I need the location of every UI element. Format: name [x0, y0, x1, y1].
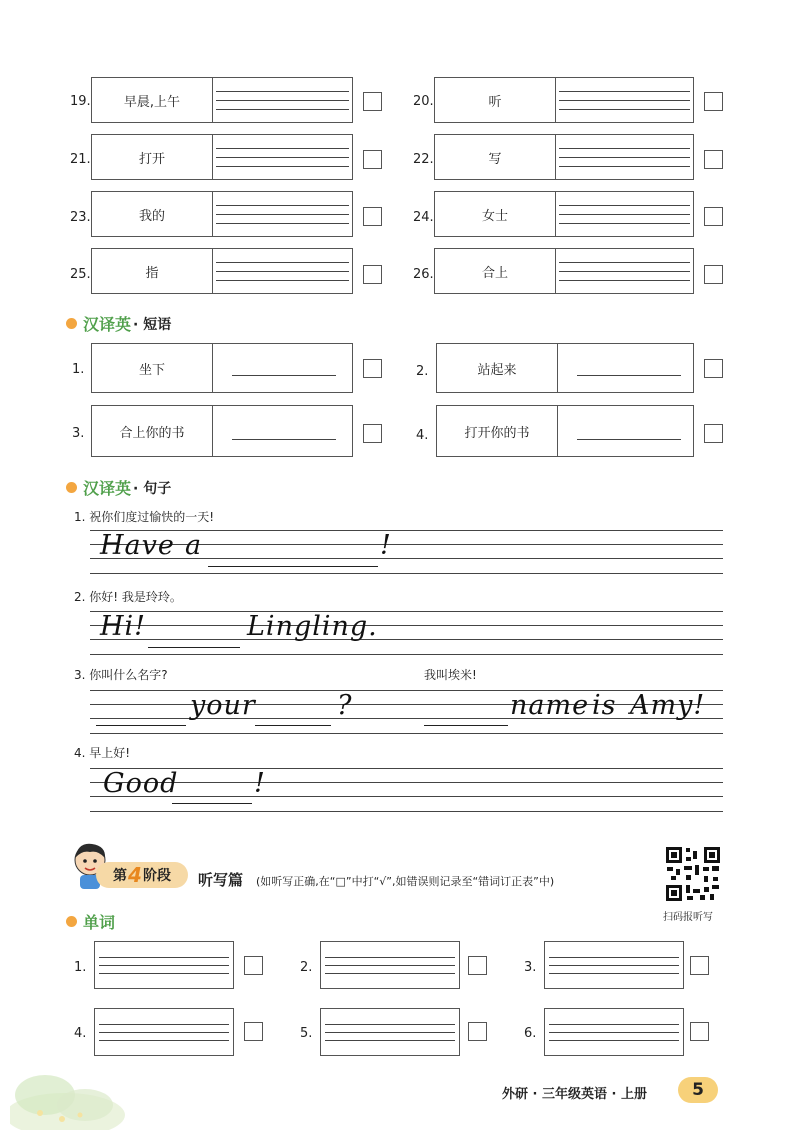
handwritten-word: !	[380, 530, 392, 561]
answer-checkbox[interactable]	[244, 956, 263, 975]
dictation-box[interactable]	[320, 1008, 460, 1056]
phrase-box	[91, 405, 353, 457]
sentence-prompt: 1. 祝你们度过愉快的一天!	[74, 510, 215, 524]
handwritten-word: Good	[103, 768, 179, 799]
answer-blank[interactable]	[255, 725, 331, 726]
vocab-box	[91, 191, 353, 237]
section-subtitle: · 句子	[133, 480, 172, 497]
answer-checkbox[interactable]	[363, 150, 382, 169]
vocab-box	[91, 248, 353, 294]
answer-checkbox[interactable]	[704, 207, 723, 226]
handwritten-word: your	[190, 690, 256, 721]
chinese-word: 我的	[92, 192, 213, 236]
chinese-word: 女士	[435, 192, 556, 236]
answer-blank[interactable]	[232, 375, 336, 376]
answer-blank[interactable]	[232, 439, 336, 440]
stage-badge	[70, 840, 185, 892]
handwritten-word: !	[254, 768, 266, 799]
answer-blank[interactable]	[148, 647, 240, 648]
answer-checkbox[interactable]	[363, 92, 382, 111]
dictation-box[interactable]	[320, 941, 460, 989]
chinese-word: 打开	[92, 135, 213, 179]
answer-checkbox[interactable]	[704, 424, 723, 443]
item-number: 3.	[524, 960, 537, 975]
chinese-word: 早晨,上午	[92, 78, 213, 122]
answer-checkbox[interactable]	[704, 359, 723, 378]
footer-book-title: 外研 · 三年级英语 · 上册	[502, 1087, 647, 1102]
stage-number: 4	[128, 863, 142, 887]
vocab-box	[434, 134, 694, 180]
item-number: 3.	[72, 426, 85, 441]
stage-label	[96, 862, 188, 888]
item-number: 26.	[413, 267, 434, 282]
vocab-box	[434, 191, 694, 237]
section-title: 汉译英	[83, 315, 132, 334]
handwritten-word: ?	[337, 690, 353, 721]
dictation-box[interactable]	[94, 1008, 234, 1056]
answer-checkbox[interactable]	[468, 956, 487, 975]
section-subtitle: · 短语	[133, 316, 172, 333]
answer-blank[interactable]	[208, 566, 378, 567]
sentence-prompt: 3. 你叫什么名字?	[74, 668, 168, 682]
vocab-box	[434, 77, 694, 123]
item-number: 19.	[70, 94, 91, 109]
item-number: 4.	[74, 1026, 87, 1041]
qr-code-icon[interactable]	[664, 845, 722, 903]
dictation-box[interactable]	[94, 941, 234, 989]
item-number: 4.	[416, 428, 429, 443]
item-number: 1.	[74, 960, 87, 975]
bullet-icon	[66, 482, 77, 493]
answer-checkbox[interactable]	[468, 1022, 487, 1041]
answer-checkbox[interactable]	[363, 424, 382, 443]
handwritten-word: name	[510, 690, 590, 721]
phrase-box	[436, 343, 694, 393]
answer-blank[interactable]	[424, 725, 508, 726]
item-number: 22.	[413, 152, 434, 167]
writing-lines[interactable]	[213, 78, 352, 122]
dictation-box[interactable]	[544, 941, 684, 989]
chinese-phrase: 打开你的书	[437, 406, 558, 456]
page-number: 5	[678, 1077, 718, 1103]
bullet-icon	[66, 318, 77, 329]
vocab-box	[434, 248, 694, 294]
item-number: 2.	[416, 364, 429, 379]
handwritten-word: Amy!	[630, 690, 706, 721]
answer-checkbox[interactable]	[244, 1022, 263, 1041]
chinese-word: 写	[435, 135, 556, 179]
qr-caption: 扫码报听写	[663, 912, 713, 923]
chinese-phrase: 坐下	[92, 344, 213, 392]
item-number: 25.	[70, 267, 91, 282]
item-number: 2.	[300, 960, 313, 975]
writing-lines[interactable]	[213, 192, 352, 236]
dictation-box[interactable]	[544, 1008, 684, 1056]
handwritten-word: a	[185, 530, 203, 561]
sentence-prompt: 2. 你好! 我是玲玲。	[74, 590, 182, 604]
chinese-word: 听	[435, 78, 556, 122]
answer-checkbox[interactable]	[690, 1022, 709, 1041]
answer-checkbox[interactable]	[704, 265, 723, 284]
answer-checkbox[interactable]	[363, 207, 382, 226]
item-number: 24.	[413, 210, 434, 225]
vocab-box	[91, 77, 353, 123]
chinese-phrase: 站起来	[437, 344, 558, 392]
phrase-box	[436, 405, 694, 457]
handwritten-word: Lingling.	[247, 611, 378, 642]
item-number: 1.	[72, 362, 85, 377]
item-number: 6.	[524, 1026, 537, 1041]
section-heading-words	[66, 910, 115, 933]
vocab-box	[91, 134, 353, 180]
answer-blank[interactable]	[577, 439, 681, 440]
writing-lines[interactable]	[556, 249, 693, 293]
answer-checkbox[interactable]	[704, 150, 723, 169]
writing-lines[interactable]	[556, 78, 693, 122]
item-number: 23.	[70, 210, 91, 225]
chinese-phrase: 合上你的书	[92, 406, 213, 456]
writing-lines[interactable]	[213, 135, 352, 179]
answer-checkbox[interactable]	[363, 265, 382, 284]
handwriting-lines[interactable]	[90, 690, 723, 734]
chinese-word: 指	[92, 249, 213, 293]
section-title: 汉译英	[83, 479, 132, 498]
answer-blank[interactable]	[172, 803, 252, 804]
handwriting-lines[interactable]	[90, 768, 723, 812]
section-title: 单词	[83, 913, 116, 932]
handwritten-word: Hi!	[100, 611, 147, 642]
answer-blank[interactable]	[96, 725, 186, 726]
answer-blank[interactable]	[577, 375, 681, 376]
item-number: 20.	[413, 94, 434, 109]
handwritten-word: is	[592, 690, 617, 721]
section-heading-sentences	[66, 476, 171, 499]
writing-lines[interactable]	[556, 135, 693, 179]
answer-checkbox[interactable]	[704, 92, 723, 111]
stage-title: 听写篇	[198, 871, 244, 889]
stage-suffix: 阶段	[142, 868, 171, 884]
stage-instructions: (如听写正确,在“□”中打“√”,如错误则记录至“错词订正表”中)	[256, 875, 555, 888]
chinese-word: 合上	[435, 249, 556, 293]
answer-checkbox[interactable]	[690, 956, 709, 975]
grass-decoration-icon	[10, 1055, 130, 1130]
item-number: 21.	[70, 152, 91, 167]
writing-lines[interactable]	[213, 249, 352, 293]
section-heading-phrases	[66, 312, 171, 335]
handwriting-lines[interactable]	[90, 611, 723, 655]
writing-lines[interactable]	[556, 192, 693, 236]
sentence-prompt: 我叫埃米!	[424, 668, 477, 682]
stage-prefix: 第	[113, 868, 128, 884]
answer-checkbox[interactable]	[363, 359, 382, 378]
phrase-box	[91, 343, 353, 393]
item-number: 5.	[300, 1026, 313, 1041]
bullet-icon	[66, 916, 77, 927]
handwritten-word: Have	[100, 530, 175, 561]
sentence-prompt: 4. 早上好!	[74, 746, 131, 760]
